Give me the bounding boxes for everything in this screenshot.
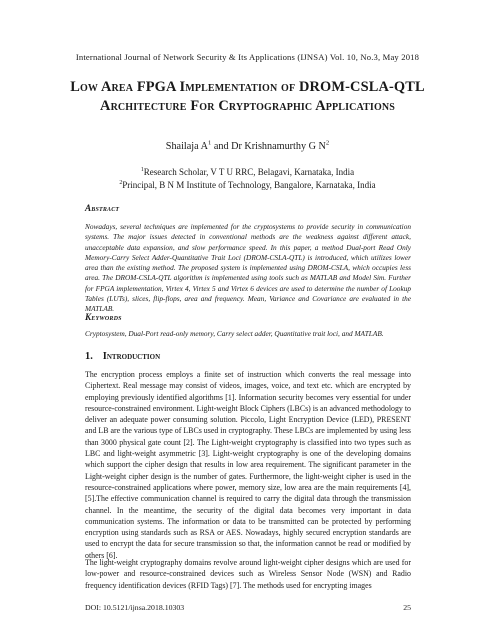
- introduction-heading: [85, 351, 160, 362]
- affiliations: [0, 166, 495, 192]
- keywords-text: Cryptosystem, Dual-Port read-only memory, Carry select adder, Quantitative trait loci, and MATLAB.: [85, 329, 384, 338]
- author-superscript: 1: [207, 139, 212, 147]
- keywords-heading: Keywords: [85, 312, 122, 322]
- abstract-text: Nowadays, several techniques are implemented for the cryptosystems to provide security in communication systems. The major issues detected in conventional methods are the weakness against different attack, unacceptable data expansion, and slow performance speed. In this paper, a method Dual-port Read Only Memory-Carry Select Adder-Quantitative Trait Loci (DROM-CSLA-QTL) is introduced, which utilizes lower area than the existing method. The proposed system is implemented using DROM-CSLA, which occupies less area. The DROM-CSLA-QTL algorithm is implemented using tools such as MATLAB and Model Sim. Further for FPGA implementation, Virtex 4, Virtex 5 and Virtex 6 devices are used to determine the number of Lookup Tables (LUTs), slices, flip-flops, area and frequency. Mean, Variance and Covariance are evaluated in the MATLAB.: [85, 222, 411, 314]
- page-number: 25: [403, 603, 411, 612]
- authors-joiner: and: [211, 141, 232, 152]
- affiliation: [0, 179, 495, 192]
- author-name: Dr Krishnamurthy G N: [231, 141, 326, 152]
- affiliation-text: Research Scholar, V T U RRC, Belagavi, Karnataka, India: [143, 167, 355, 177]
- affiliation-text: Principal, B N M Institute of Technology, Bangalore, Karnataka, India: [122, 180, 376, 190]
- paper-title: Low Area FPGA Implementation of DROM-CSLA-QTL Architecture For Cryptographic Applications: [70, 79, 425, 114]
- section-number: 1.: [85, 351, 93, 362]
- affiliation-superscript: 1: [140, 167, 144, 173]
- footer-doi: DOI: 10.5121/ijnsa.2018.10303: [85, 603, 185, 612]
- affiliation: [0, 166, 495, 179]
- abstract-heading: Abstract: [85, 203, 120, 213]
- body-paragraph: The light-weight cryptography domains revolve around light-weight cipher designs which are used for low-power and resource-constrained devices such as Wireless Sensor Node (WSN) and Radio frequency identification devices (RFID Tags) [7]. The methods used for encrypting images: [85, 558, 411, 590]
- body-paragraph: The encryption process employs a finite set of instruction which converts the real message into Ciphertext. Real message may consist of videos, images, voice, and text etc. which are encrypted by employing previously identified algorithms [1]. Information security becomes very essential for under resource-constrained environment. Light-weight Block Ciphers (LBCs) is an advanced methodology to deliver an adequate power consuming solution. Piccolo, Light Encryption Device (LED), PRESENT and LB are the various type of LBCs used in cryptography. These LBCs are implemented by using less than 3000 physical gate count [2]. The Light-weight cryptography is classified into two types such as LBC and light-weight asymmetric [3]. Light-weight cryptography is one of the developing domains which support the cipher design that results in low area requirement. The significant parameter in the Light-weight cipher design is the number of gates. Furthermore, the light-weight cipher is used in the resource-constrained applications where power, memory size, low area are the main requirements [4], [5].The effective communication channel is required to carry the digital data through the transmission channel. In the meantime, the security of the digital data becomes very important in data communication systems. The information or data to be transmitted can be protected by performing encryption using standards such as RSA or AES. Nowadays, highly secured encryption standards are used to encrypt the data for secure transmission so that, the information cannot be read or modified by others [6].: [85, 370, 411, 560]
- journal-header: International Journal of Network Security & Its Applications (IJNSA) Vol. 10, No.3, May 2018: [75, 52, 420, 62]
- author-line: [0, 141, 495, 152]
- affiliation-superscript: 2: [119, 180, 123, 186]
- section-title: Introduction: [102, 351, 161, 362]
- author-name: Shailaja A: [165, 141, 208, 152]
- author-superscript: 2: [325, 139, 330, 147]
